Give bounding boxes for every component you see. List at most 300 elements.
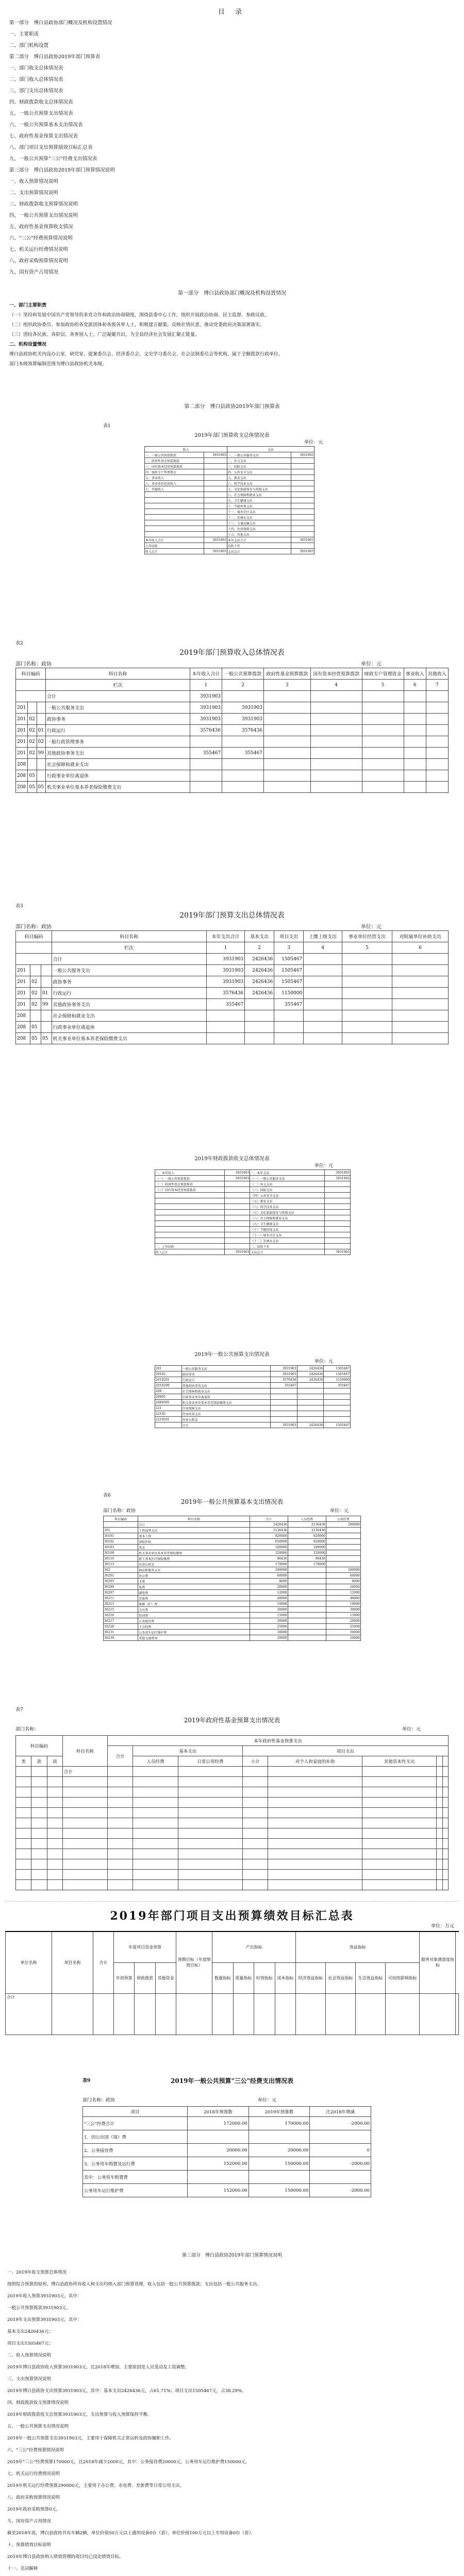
table-cell: 一、本年收入 [155, 1170, 225, 1176]
table-cell [310, 736, 362, 748]
part3-line: 一、2019年收支预算总体情况 [7, 2270, 67, 2275]
table-cell: 1505467 [274, 954, 304, 965]
table-cell [362, 1828, 436, 1839]
table-cell: 九、卫生健康支出 [227, 498, 291, 503]
table-cell [31, 1767, 47, 1777]
table-cell: 二、政府性基金预算拨款 [145, 458, 204, 464]
table-cell [224, 1238, 250, 1244]
part3-line: 项目支出1505467元； [7, 2341, 53, 2346]
table-cell: 12000 [326, 1590, 360, 1596]
table-cell [326, 1545, 360, 1550]
table-cell: 1 [190, 680, 222, 691]
t7-table [15, 1735, 449, 1890]
table-cell [442, 1859, 448, 1870]
table-cell: 3931903 [204, 549, 227, 554]
table-cell [304, 954, 342, 965]
table-cell: （二）政府性基金预算拨款 [155, 1181, 225, 1187]
table-cell: 20000 [326, 1635, 360, 1641]
table-cell [362, 759, 404, 770]
table-cell: 3931903 [291, 549, 314, 554]
table-row [155, 1383, 351, 1388]
table-cell: 其他政协事务支出 [52, 999, 206, 1010]
table-cell [245, 1033, 274, 1044]
table-cell [270, 1405, 297, 1411]
table-cell [297, 1411, 324, 1417]
table-cell [297, 1394, 324, 1400]
table-cell [291, 469, 314, 475]
table-row [145, 503, 314, 509]
toc-item: 一、收入预算情况说明 [9, 179, 59, 184]
table-cell: 住房改革支出 [181, 1411, 270, 1417]
t6-title: 2019年一般公共预算基本支出情况表 [180, 1498, 284, 1505]
table-cell: 6 [392, 942, 449, 954]
table-cell [176, 1993, 212, 2035]
table-cell [442, 1880, 448, 1890]
table-cell: （二）外交支出 [250, 1181, 325, 1187]
table-cell [62, 1828, 107, 1839]
table-cell [442, 1798, 448, 1808]
table-cell [310, 782, 362, 793]
header-cell: 项 [47, 1756, 62, 1767]
table-cell: 820000 [250, 1533, 288, 1539]
table-cell: 2080505 [155, 1400, 182, 1405]
table-row [83, 2130, 371, 2144]
table-cell [243, 1798, 268, 1808]
table-cell [404, 714, 426, 725]
table-cell [362, 1818, 436, 1828]
table-cell [31, 1777, 47, 1787]
table-cell: 职工基本医疗保险缴费 [138, 1556, 250, 1562]
table-cell: 2426436 [245, 976, 274, 988]
header-cell: 时效指标 [254, 1962, 275, 1993]
table-cell: 25000 [326, 1624, 360, 1630]
table-cell [155, 1198, 225, 1204]
table-cell: 3931903 [206, 976, 245, 988]
table-cell: 201 [16, 714, 28, 725]
table-cell [362, 1859, 436, 1870]
table-cell [62, 1798, 107, 1808]
table-cell: 152000.00 [188, 2157, 249, 2171]
table-cell [16, 1777, 31, 1787]
table-cell [324, 1411, 351, 1417]
table-cell: 220000 [288, 1550, 326, 1556]
table-row [155, 1388, 351, 1394]
table-row [16, 976, 449, 988]
table-cell [304, 988, 342, 999]
table-row [16, 954, 449, 965]
table-row [104, 1596, 361, 1601]
table-row [155, 1249, 351, 1255]
table-cell [52, 1993, 93, 2035]
table-cell [37, 702, 45, 714]
table-cell: 住房保障支出 [181, 1405, 270, 1411]
table-cell: 2010201 [155, 1377, 182, 1383]
table-cell [222, 770, 264, 782]
table-cell: 30000 [326, 1607, 360, 1613]
table-cell: 60000 [326, 1573, 360, 1579]
table-row [16, 1870, 449, 1880]
part3-line: 2019年支出预算3931903元，其中： [7, 2317, 82, 2323]
table-cell: 二、上年结转 [155, 1244, 225, 1249]
table-cell: 30108 [104, 1550, 138, 1556]
table-cell [310, 748, 362, 759]
table-cell [304, 1022, 342, 1033]
t5-table [155, 1365, 351, 1428]
table-cell: 1505467 [324, 1422, 351, 1428]
table-cell [362, 1787, 436, 1798]
header-cell: 项目 [83, 2107, 188, 2117]
table-cell [392, 1010, 449, 1022]
table-cell [204, 481, 227, 486]
t8-title: 2019年部门项目支出预算绩效目标汇总表 [110, 1909, 354, 1923]
table-cell: 201 [16, 725, 28, 736]
part1-sub1: 一、部门主要职责 [9, 303, 47, 308]
table-cell: 社会保障和就业支出 [45, 759, 190, 770]
table-cell: 30239 [104, 1635, 138, 1641]
table-cell: 01 [41, 988, 52, 999]
table-cell: 十一、城乡社区支出 [227, 509, 291, 515]
table-cell: 650000 [250, 1539, 288, 1545]
table-cell [324, 1405, 351, 1411]
table-row [16, 1839, 449, 1849]
table-cell [404, 759, 426, 770]
table-row [16, 782, 449, 793]
table-cell [31, 1870, 47, 1880]
header-cell: 产出指标 [212, 1931, 296, 1962]
table-cell [41, 976, 52, 988]
table-cell: 维修（护）费 [138, 1601, 250, 1607]
table-of-contents [9, 18, 453, 278]
table-header-row [16, 668, 449, 680]
table-cell: 2426436 [297, 1377, 324, 1383]
table-cell [325, 1221, 351, 1227]
table-cell: 一般行政管理事务 [45, 736, 190, 748]
table-cell: 3 [264, 680, 311, 691]
table-cell [362, 736, 404, 748]
table-cell [31, 1880, 47, 1890]
table-row [83, 2184, 371, 2197]
header-cell: 比2018年增减 [310, 2107, 371, 2117]
table-cell [243, 1859, 268, 1870]
table-cell [325, 1993, 355, 2035]
table-cell: 6 [404, 680, 426, 691]
header-cell: 其他资金 [155, 1962, 176, 1993]
table-cell: 1150000 [324, 1377, 351, 1383]
table-cell [243, 1849, 268, 1859]
table-cell: 二、结转下年 [250, 1244, 325, 1249]
table-cell: 201 [155, 1366, 182, 1371]
table-cell [324, 1417, 351, 1422]
table-cell: 2426436 [297, 1366, 324, 1371]
toc-item: 六、一般公共预算基本支出情况表 [9, 122, 83, 128]
table-cell [268, 1818, 362, 1828]
table-cell [47, 1849, 62, 1859]
table-row [145, 475, 314, 481]
table-cell [296, 1993, 326, 2035]
table-cell [270, 1388, 297, 1394]
table-cell: （六）科学技术支出 [250, 1204, 325, 1210]
table-cell [16, 942, 52, 954]
part3-line: 按照综合预算的原则，博白县政协所有收入和支出均纳入部门预算管理，收入包括一般公共预算拨款；支出包括一般公共服务支出。 [7, 2282, 262, 2287]
part1-heading: 第一部分 博白县政协部门概况及机构设置情况 [178, 291, 286, 296]
table-cell [442, 1828, 448, 1839]
table-cell [145, 515, 204, 520]
table-cell: 3931903 [325, 1176, 351, 1181]
table-cell: 基本工资 [138, 1533, 250, 1539]
table-cell [264, 748, 311, 759]
table-cell: 五、事业收入 [145, 475, 204, 481]
table-cell: 差旅费 [138, 1596, 250, 1601]
table-cell [362, 748, 404, 759]
part3-line: 一般公共预算拨款3931903元。 [7, 2306, 71, 2311]
table-cell [248, 2171, 310, 2184]
header-cell: 基本支出 [133, 1746, 243, 1756]
table-row [16, 1808, 449, 1818]
table-cell [310, 770, 362, 782]
table-row [145, 520, 314, 526]
toc-item: 六、"三公"经费预算情况说明 [9, 235, 73, 241]
table-cell [326, 1539, 360, 1545]
table-row [16, 1798, 449, 1808]
table-row [104, 1584, 361, 1590]
table-cell [297, 1405, 324, 1411]
table-row [104, 1573, 361, 1579]
header-cell: 人员经费 [133, 1756, 178, 1767]
table-cell [426, 759, 448, 770]
table-cell [62, 1849, 107, 1859]
table-cell [254, 1993, 275, 2035]
table-cell [264, 736, 311, 748]
table-cell [270, 1394, 297, 1400]
table-cell: 220000 [250, 1550, 288, 1556]
table-cell [224, 1187, 250, 1193]
table-cell [31, 1787, 47, 1798]
table-row [155, 1193, 351, 1198]
table-cell: 3931903 [291, 452, 314, 458]
table-cell: 3931903 [190, 714, 222, 725]
table-cell [291, 509, 314, 515]
table-row [16, 1777, 449, 1787]
table-cell: 工资福利支出 [138, 1528, 250, 1533]
table-cell [362, 1839, 436, 1849]
part3-line: 2019年博白县政协纳入绩效管理的项目均已设定绩效目标。 [7, 2554, 124, 2560]
part3-line: 截至2018年底，博白县政协共有车辆2辆，单位价值50万元以上通用设备0台（套），单位价值100万元以上专用设备0台（套）。 [7, 2531, 256, 2536]
table-row [155, 1377, 351, 1383]
table-cell [31, 1859, 47, 1870]
table-cell [108, 1849, 133, 1859]
table-cell [178, 1818, 242, 1828]
table-row [104, 1590, 361, 1596]
table-cell [288, 1613, 326, 1618]
table-cell [204, 543, 227, 549]
table-cell: 一、本年支出 [250, 1170, 325, 1176]
table-cell [392, 965, 449, 976]
part3-line: 2019年政府采购预算0元。 [7, 2507, 61, 2512]
table-cell [288, 1630, 326, 1635]
table-cell: 05 [30, 1022, 41, 1033]
table-cell [224, 1227, 250, 1232]
table-cell: 机关事业单位基本养老保险缴费支出 [45, 782, 190, 793]
table-cell [145, 532, 204, 537]
header-cell: 类 [16, 1756, 31, 1767]
table-row [104, 1601, 361, 1607]
table-cell [178, 1777, 242, 1787]
table-cell [133, 1787, 178, 1798]
table-cell: 五、教育支出 [227, 475, 291, 481]
table-cell [288, 1596, 326, 1601]
header-cell: 一般公共预算拨款 [222, 668, 264, 680]
part1-p2: （二）组织政协委员、参加政协的各党派团体和各族各界人士，积极建言献策，反映社情民意，推动党委政府决策部署落实。 [9, 323, 265, 328]
table-row [155, 1204, 351, 1210]
table-cell: 25000 [250, 1624, 288, 1630]
t9-unit: 单位：元 [258, 2098, 277, 2103]
table-cell [362, 782, 404, 793]
table-cell [16, 1787, 31, 1798]
table-cell: 30110 [104, 1556, 138, 1562]
table-row [155, 1215, 351, 1221]
table-cell [288, 1573, 326, 1579]
table-cell: 2 [222, 680, 264, 691]
table-cell [16, 1767, 31, 1777]
table-row [16, 702, 449, 714]
table-cell [310, 759, 362, 770]
table-cell [41, 1022, 52, 1033]
table-cell [188, 2130, 249, 2144]
table-cell [404, 770, 426, 782]
table-cell [178, 1859, 242, 1870]
table-cell [268, 1767, 362, 1777]
header-cell: 日常公用经费 [178, 1756, 242, 1767]
part3-line: 五、一般公共预算支出情况说明 [7, 2424, 69, 2429]
table-cell [47, 1880, 62, 1890]
toc-item: 第一部分 博白县政协部门概况及机构设置情况 [9, 20, 112, 26]
table-cell [291, 503, 314, 509]
table-cell: 150000.00 [248, 2157, 310, 2171]
table-cell: 3 [274, 942, 304, 954]
table-cell [243, 1818, 268, 1828]
table-cell [133, 1839, 178, 1849]
header-cell: 社会效益指标 [325, 1962, 355, 1993]
table-row [16, 736, 449, 748]
table-cell: 20000 [326, 1618, 360, 1624]
header-cell: 生态效益指标 [355, 1962, 385, 1993]
table-cell: 1 [206, 942, 245, 954]
table-cell: 十二、农林水支出 [227, 515, 291, 520]
table-row [104, 1522, 361, 1528]
toc-item: 一、部门收支总体情况表 [9, 65, 63, 71]
table-cell [16, 1798, 31, 1808]
table-cell: 2426436 [245, 988, 274, 999]
table-cell [135, 1993, 155, 2035]
table-cell [47, 1859, 62, 1870]
table-cell [288, 1601, 326, 1607]
table-cell: 30217 [104, 1618, 138, 1624]
table-cell: 02 [30, 999, 41, 1010]
header-cell: 科目名称 [138, 1516, 250, 1522]
table-cell [212, 1993, 233, 2035]
header-cell: 公用经费 [326, 1516, 360, 1522]
part3-line: 2019年收入预算3931903元，其中： [7, 2294, 82, 2299]
table-cell: 10000 [250, 1601, 288, 1607]
table-cell: （五）教育支出 [250, 1198, 325, 1204]
table-cell [178, 1798, 242, 1808]
table-cell: 3931903 [206, 954, 245, 965]
table-cell [206, 1022, 245, 1033]
table-cell: 其中：公务用车购置费 [83, 2171, 188, 2184]
part3-body [7, 2267, 457, 2576]
table-cell [155, 1227, 225, 1232]
table-cell [426, 782, 448, 793]
t3-label: 表3 [15, 904, 23, 909]
table-cell: 3931903 [270, 1366, 297, 1371]
table-cell [362, 1808, 436, 1818]
table-header-row [6, 1931, 459, 1962]
table-cell: 201 [16, 736, 28, 748]
table-cell: 合计 [62, 1767, 107, 1777]
table-row [104, 1635, 361, 1641]
table-cell [362, 1880, 436, 1890]
table-cell [145, 503, 204, 509]
table-cell: 本年支出合计 [227, 537, 291, 543]
table-cell [62, 1859, 107, 1870]
table-cell [291, 543, 314, 549]
table-cell: 六、科学技术支出 [227, 481, 291, 486]
table-cell: 30102 [104, 1539, 138, 1545]
part3-heading: 第三部分 博白县政协2019年部门预算情况说明 [182, 2253, 282, 2258]
table-cell [37, 714, 45, 725]
table-cell: 结转下年 [227, 543, 291, 549]
table-cell: 201 [16, 702, 28, 714]
table-cell: （三）国有资本经营预算拨款 [155, 1187, 225, 1193]
table-cell [325, 1227, 351, 1232]
table-cell [362, 770, 404, 782]
table-cell [291, 526, 314, 532]
t5-title: 2019年一般公共预算支出情况表 [194, 1352, 270, 1358]
table-row [16, 691, 449, 702]
table-cell: （九）卫生健康支出 [250, 1221, 325, 1227]
table-row [145, 532, 314, 537]
table-header-row [104, 1516, 361, 1522]
toc-item: 二、部门机构设置 [9, 43, 49, 48]
table-cell [155, 1238, 225, 1244]
table-cell [190, 736, 222, 748]
t7-label: 表7 [15, 1707, 23, 1713]
table-cell [264, 725, 311, 736]
table-cell [297, 1383, 324, 1388]
table-cell [233, 1993, 254, 2035]
table-cell [155, 1993, 176, 2035]
table-cell [224, 1244, 250, 1249]
table-row [155, 1238, 351, 1244]
table-cell [304, 1033, 342, 1044]
table-cell [178, 1880, 242, 1890]
table-row [155, 1394, 351, 1400]
part3-line: 八、政府采购预算情况说明 [7, 2495, 60, 2500]
table-cell [268, 1870, 362, 1880]
table-row [155, 1170, 351, 1176]
t7-unit: 单位：元 [402, 1727, 421, 1732]
table-cell: 2210201 [155, 1417, 182, 1422]
table-cell: 公务接待费 [138, 1618, 250, 1624]
table-cell: （三）国防支出 [250, 1187, 325, 1193]
table-row [155, 1417, 351, 1422]
table-cell [442, 1818, 448, 1828]
table-cell [16, 1849, 31, 1859]
table-cell [30, 965, 41, 976]
table-cell [291, 475, 314, 481]
table-cell [178, 1870, 242, 1880]
table-row [16, 942, 449, 954]
